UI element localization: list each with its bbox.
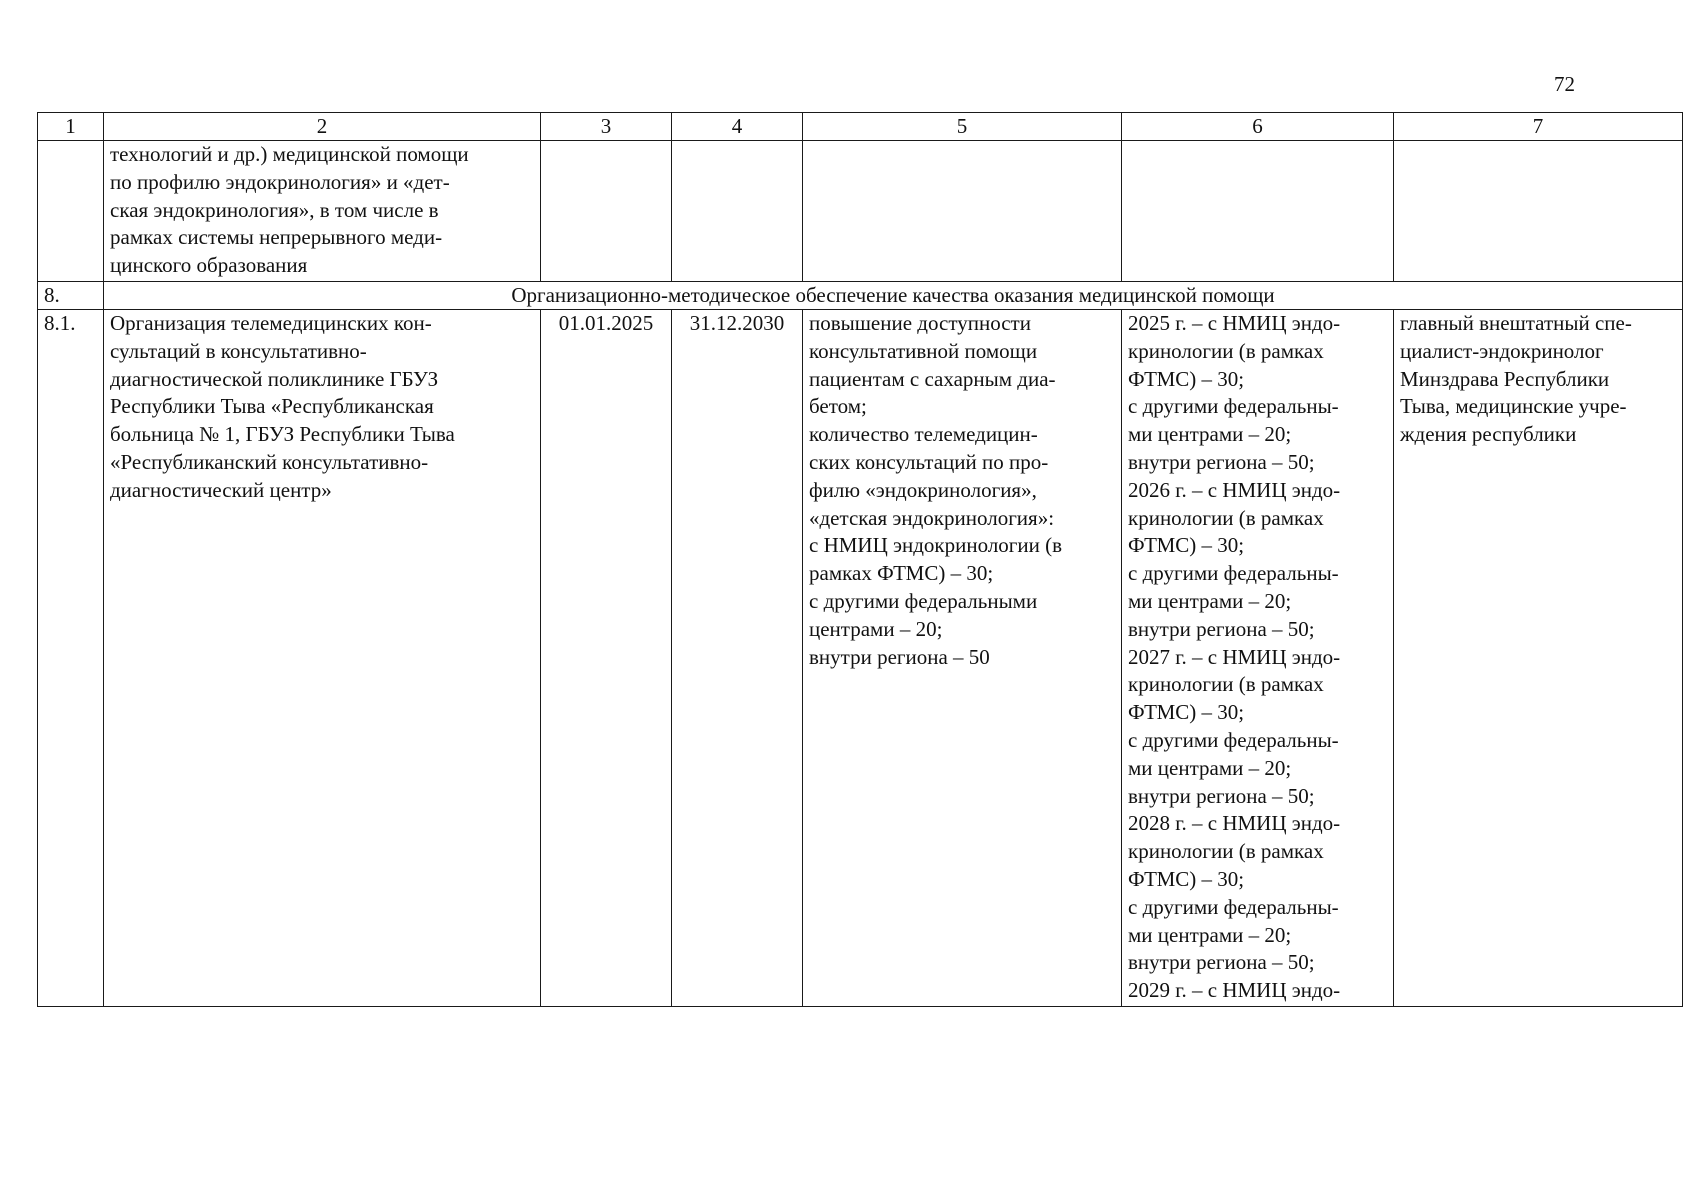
text-line: ми центрами – 20; bbox=[1128, 755, 1292, 780]
text-line: с другими федеральны- bbox=[1128, 394, 1339, 419]
text-line: с другими федеральны- bbox=[1128, 727, 1339, 752]
continuation-name-cell bbox=[104, 141, 541, 282]
empty-cell bbox=[672, 141, 803, 282]
column-header-5: 5 bbox=[803, 113, 1122, 141]
result-cell bbox=[803, 310, 1122, 1007]
text-line: кринологии (в рамках bbox=[1128, 839, 1324, 864]
text-line: Минздрава Республики bbox=[1400, 366, 1610, 391]
text-line: центрами – 20; bbox=[809, 616, 943, 641]
text-line: 2025 г. – с НМИЦ эндо- bbox=[1128, 311, 1341, 335]
column-header-7: 7 bbox=[1394, 113, 1683, 141]
text-line: ская эндокринология», в том числе в bbox=[110, 197, 439, 222]
text-line: по профилю эндокринология» и «дет- bbox=[110, 169, 450, 194]
text-line: с другими федеральными bbox=[809, 588, 1038, 613]
text-line: ми центрами – 20; bbox=[1128, 422, 1292, 447]
text-line: ФТМС) – 30; bbox=[1128, 866, 1245, 891]
item-number: 8.1. bbox=[38, 310, 104, 1007]
item-name-cell bbox=[104, 310, 541, 1007]
item-row bbox=[38, 310, 1683, 1007]
empty-cell bbox=[541, 141, 672, 282]
text-line: с НМИЦ эндокринологии (в bbox=[809, 533, 1063, 558]
indicator-cell bbox=[1122, 310, 1394, 1007]
text-line: внутри региона – 50; bbox=[1128, 783, 1315, 808]
text-line: рамках ФТМС) – 30; bbox=[809, 561, 994, 586]
column-header-6: 6 bbox=[1122, 113, 1394, 141]
text-line: ждения республики bbox=[1400, 422, 1577, 447]
text-line: 2026 г. – с НМИЦ эндо- bbox=[1128, 477, 1341, 502]
text-line: «Республиканский консультативно- bbox=[110, 449, 429, 474]
text-line: количество телемедицин- bbox=[809, 422, 1038, 447]
text-line: ФТМС) – 30; bbox=[1128, 700, 1245, 725]
end-date-cell: 31.12.2030 bbox=[672, 310, 803, 1007]
text-line: пациентам с сахарным диа- bbox=[809, 366, 1056, 391]
text-line: ских консультаций по про- bbox=[809, 449, 1049, 474]
text-line: сультаций в консультативно- bbox=[110, 338, 367, 363]
text-line: ФТМС) – 30; bbox=[1128, 366, 1245, 391]
column-header-2: 2 bbox=[104, 113, 541, 141]
page-number: 72 bbox=[1554, 72, 1575, 96]
text-line: 2027 г. – с НМИЦ эндо- bbox=[1128, 644, 1341, 669]
text-line: больница № 1, ГБУЗ Республики Тыва bbox=[110, 422, 455, 447]
text-line: ФТМС) – 30; bbox=[1128, 533, 1245, 558]
start-date-cell: 01.01.2025 bbox=[541, 310, 672, 1007]
text-line: повышение доступности bbox=[809, 311, 1031, 335]
text-line: внутри региона – 50; bbox=[1128, 449, 1315, 474]
text-line: 2029 г. – с НМИЦ эндо- bbox=[1128, 978, 1341, 1003]
text-line: «детская эндокринология»: bbox=[809, 505, 1055, 530]
text-line: внутри региона – 50; bbox=[1128, 950, 1315, 975]
plan-table bbox=[37, 112, 1683, 1007]
column-header-4: 4 bbox=[672, 113, 803, 141]
text-line: консультативной помощи bbox=[809, 338, 1038, 363]
text-line: главный внештатный спе- bbox=[1400, 311, 1632, 335]
text-line: 2028 г. – с НМИЦ эндо- bbox=[1128, 811, 1341, 836]
text-line: ми центрами – 20; bbox=[1128, 588, 1292, 613]
text-line: кринологии (в рамках bbox=[1128, 338, 1324, 363]
empty-cell bbox=[803, 141, 1122, 282]
text-line: циалист-эндокринолог bbox=[1400, 338, 1604, 363]
text-line: с другими федеральны- bbox=[1128, 561, 1339, 586]
column-number-header bbox=[38, 113, 1683, 141]
text-line: ми центрами – 20; bbox=[1128, 922, 1292, 947]
text-line: диагностической поликлинике ГБУЗ bbox=[110, 366, 439, 391]
section-row bbox=[38, 282, 1683, 310]
text-line: филю «эндокринология», bbox=[809, 477, 1037, 502]
section-title: Организационно-методическое обеспечение качества оказания медицинской помощи bbox=[104, 282, 1683, 310]
section-number: 8. bbox=[38, 282, 104, 310]
text-line: Республики Тыва «Республиканская bbox=[110, 394, 434, 419]
text-line: бетом; bbox=[809, 394, 867, 419]
text-line: Тыва, медицинские учре- bbox=[1400, 394, 1627, 419]
text-line: кринологии (в рамках bbox=[1128, 505, 1324, 530]
text-line: технологий и др.) медицинской помощи bbox=[110, 142, 469, 166]
text-line: с другими федеральны- bbox=[1128, 894, 1339, 919]
empty-cell bbox=[1394, 141, 1683, 282]
text-line: внутри региона – 50 bbox=[809, 644, 990, 669]
text-line: рамках системы непрерывного меди- bbox=[110, 225, 443, 250]
text-line: цинского образования bbox=[110, 253, 308, 278]
responsible-cell bbox=[1394, 310, 1683, 1007]
column-header-1: 1 bbox=[38, 113, 104, 141]
column-header-3: 3 bbox=[541, 113, 672, 141]
text-line: кринологии (в рамках bbox=[1128, 672, 1324, 697]
text-line: Организация телемедицинских кон- bbox=[110, 311, 432, 335]
continuation-number-cell bbox=[38, 141, 104, 282]
text-line: диагностический центр» bbox=[110, 477, 332, 502]
empty-cell bbox=[1122, 141, 1394, 282]
continuation-row bbox=[38, 141, 1683, 282]
text-line: внутри региона – 50; bbox=[1128, 616, 1315, 641]
